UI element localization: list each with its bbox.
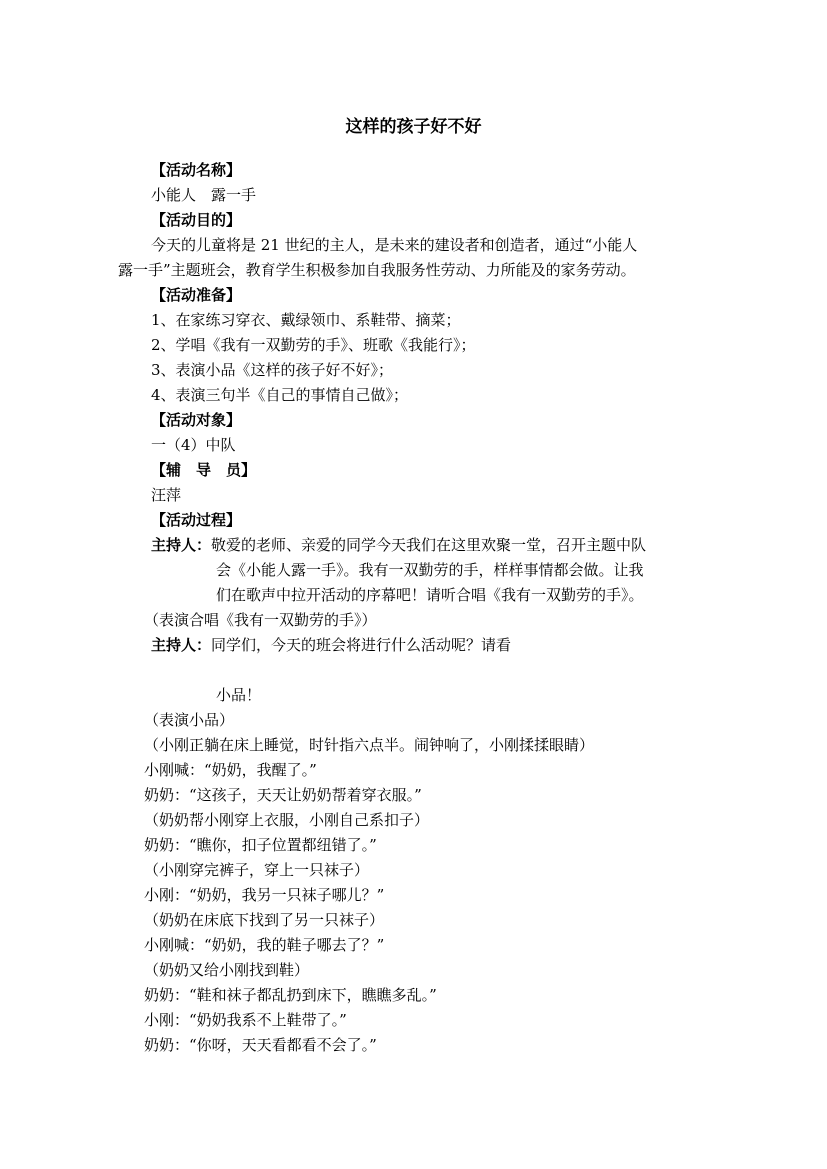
speaker-label: 主持人： (151, 536, 212, 554)
skit-line: （奶奶又给小刚找到鞋） (144, 961, 310, 979)
activity-target-text: 一（4）中队 (151, 436, 236, 454)
skit-line: 小刚喊：“奶奶，我的鞋子哪去了？” (144, 936, 385, 954)
host-speech-1 (151, 535, 646, 555)
host-speech-2 (151, 635, 511, 655)
speaker-label: 主持人： (151, 636, 212, 654)
stage-direction: （表演合唱《我有一双勤劳的手》） (144, 611, 377, 629)
prep-item: 4、表演三句半《自己的事情自己做》； (151, 386, 409, 404)
host-speech-1-line-1: 敬爱的老师、亲爱的同学今天我们在这里欢聚一堂，召开主题中队 (211, 536, 647, 554)
skit-line: 奶奶：“这孩子，天天让奶奶帮着穿衣服。” (144, 786, 422, 804)
host-speech-2-continued: 小品！ (216, 686, 262, 704)
activity-goal-line-2: 露一手”主题班会，教育学生积极参加自我服务性劳动、力所能及的家务劳动。 (118, 261, 636, 279)
skit-line: 奶奶：“鞋和袜子都乱扔到床下，瞧瞧多乱。” (144, 986, 437, 1004)
skit-line: （奶奶在床底下找到了另一只袜子） (144, 911, 385, 929)
skit-line: 小刚：“奶奶我系不上鞋带了。” (144, 1011, 347, 1029)
prep-item: 1、在家练习穿衣、戴绿领巾、系鞋带、摘菜； (151, 311, 461, 329)
host-speech-2-text: 同学们，今天的班会将进行什么活动呢？请看 (211, 636, 512, 654)
activity-goal-heading: 【活动目的】 (151, 211, 242, 229)
prep-item: 3、表演小品《这样的孩子好不好》； (151, 361, 394, 379)
skit-line: （表演小品） (144, 711, 235, 729)
skit-line: 小刚：“奶奶，我另一只袜子哪儿？” (144, 886, 385, 904)
skit-line: （小刚正躺在床上睡觉，时针指六点半。闹钟响了，小刚揉揉眼睛） (144, 736, 595, 754)
document-title: 这样的孩子好不好 (345, 117, 482, 137)
tutor-name: 汪萍 (151, 486, 182, 504)
tutor-heading: 【辅 导 员】 (151, 461, 257, 479)
host-speech-1-line-2: 会《小能人露一手》。我有一双勤劳的手，样样事情都会做。让我 (216, 561, 644, 579)
prep-item: 2、学唱《我有一双勤劳的手》、班歌《我能行》； (151, 336, 476, 354)
activity-name-text: 小能人 露一手 (151, 186, 257, 204)
skit-line: （奶奶帮小刚穿上衣服，小刚自己系扣子） (144, 811, 430, 829)
activity-goal-line-1: 今天的儿童将是 21 世纪的主人，是未来的建设者和创造者，通过“小能人 (151, 236, 638, 254)
activity-name-heading: 【活动名称】 (151, 161, 242, 179)
skit-line: 奶奶：“你呀，天天看都看不会了。” (144, 1036, 377, 1054)
host-speech-1-line-3: 们在歌声中拉开活动的序幕吧！请听合唱《我有一双勤劳的手》。 (216, 586, 644, 604)
skit-line: 小刚喊：“奶奶，我醒了。” (144, 761, 317, 779)
activity-prep-heading: 【活动准备】 (151, 286, 242, 304)
skit-line: 奶奶：“瞧你，扣子位置都纽错了。” (144, 836, 377, 854)
activity-process-heading: 【活动过程】 (151, 511, 242, 529)
activity-target-heading: 【活动对象】 (151, 411, 242, 429)
skit-line: （小刚穿完裤子，穿上一只袜子） (144, 861, 370, 879)
